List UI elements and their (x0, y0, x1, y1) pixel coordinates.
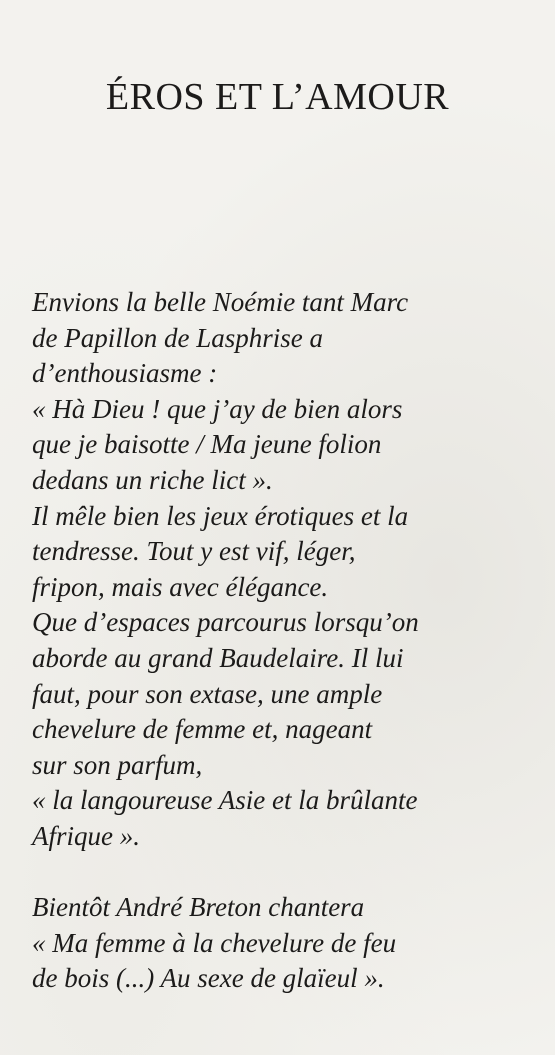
page-title: ÉROS ET L’AMOUR (105, 76, 450, 118)
text-line: Afrique ». (32, 820, 140, 851)
text-line: sur son parfum, (32, 749, 203, 780)
text-line: de bois (...) Au sexe de glaïeul ». (32, 963, 385, 994)
text-line: tendresse. Tout y est vif, léger, (32, 536, 356, 567)
text-line: dedans un riche lict ». (32, 464, 273, 495)
body-text (32, 285, 537, 997)
text-line: faut, pour son extase, une ample (32, 678, 383, 709)
text-line: « Hà Dieu ! que j’ay de bien alors (32, 393, 403, 424)
text-line: d’enthousiasme : (32, 358, 218, 389)
text-line: fripon, mais avec élégance. (32, 571, 329, 602)
text-line: chevelure de femme et, nageant (32, 714, 373, 745)
paragraph-break (32, 855, 537, 891)
text-line: Que d’espaces parcourus lorsqu’on (32, 607, 419, 638)
text-line: Envions la belle Noémie tant Marc (32, 287, 409, 317)
text-line: « Ma femme à la chevelure de feu (32, 927, 397, 958)
text-line: que je baisotte / Ma jeune folion (32, 429, 382, 460)
text-line: Bientôt André Breton chantera (32, 892, 365, 923)
text-line: Il mêle bien les jeux érotiques et la (32, 500, 409, 531)
text-line: aborde au grand Baudelaire. Il lui (32, 642, 404, 673)
text-line: de Papillon de Lasphrise a (32, 322, 323, 353)
text-line: « la langoureuse Asie et la brûlante (32, 785, 418, 816)
